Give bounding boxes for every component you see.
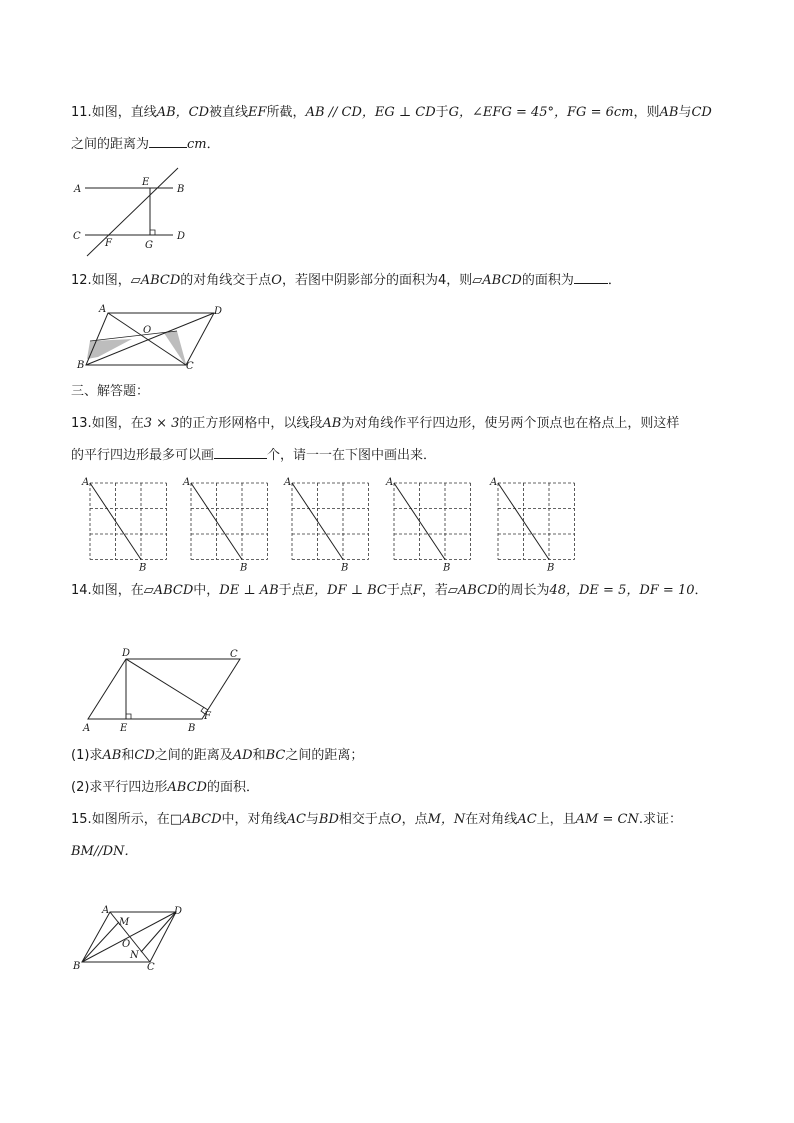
q15-text: 上，且 — [536, 812, 576, 827]
q12-label-O: O — [143, 325, 152, 336]
q12-line1 — [71, 271, 621, 290]
q14-text: 之间的距离及 — [154, 748, 233, 763]
q13-number: 13. — [71, 416, 92, 431]
q14-math: AB — [102, 748, 122, 763]
q11-label-B: B — [177, 184, 185, 195]
q13-text: 的正方形网格中，以线段 — [179, 416, 323, 431]
q11-text: 被直线 — [209, 105, 249, 120]
q15-line2: BM//DN． — [71, 844, 138, 859]
q14-math: ▱ABCD — [143, 583, 194, 598]
q12-math: ▱ABCD — [472, 273, 522, 288]
q11-label-D: D — [177, 231, 186, 242]
q15-text: ，点 — [401, 812, 428, 827]
q14-line1 — [71, 582, 708, 600]
q11-text: 之间的距离为 — [71, 137, 150, 152]
q15-label-O: O — [122, 939, 131, 950]
q13-answer-blank[interactable] — [214, 446, 267, 459]
q11-number: 11. — [71, 105, 92, 120]
q13-math: AB — [322, 416, 342, 431]
q11-line1 — [71, 104, 712, 122]
q14-label-A: A — [83, 723, 91, 734]
grid-label-A: A — [183, 477, 191, 488]
q11-line2 — [71, 135, 220, 154]
q15-text: 中，对角线 — [221, 812, 287, 827]
q15-text: 如图所示，在 — [91, 812, 170, 827]
q11-text: 于 — [435, 105, 449, 120]
q11-math: AB，CD — [156, 105, 210, 120]
q11-unit: cm — [187, 137, 207, 152]
q14-sub2 — [71, 779, 259, 797]
q14-label-E: E — [120, 723, 128, 734]
grid-label-A: A — [386, 477, 394, 488]
q14-figure — [80, 645, 250, 737]
q13-grid[interactable] — [181, 475, 278, 572]
q14-math: AD — [232, 748, 253, 763]
q11-figure — [70, 168, 200, 260]
q12-math: 4 — [437, 273, 447, 288]
q11-text: ． — [206, 137, 220, 152]
q15-math: AC — [286, 812, 306, 827]
q12-math: ▱ABCD — [130, 273, 181, 288]
q12-text: ，若图中阴影部分的面积为 — [281, 273, 438, 288]
q12-figure — [76, 305, 236, 371]
q14-text: 如图，在 — [91, 583, 144, 598]
q14-text: ． — [694, 583, 708, 598]
q12-answer-blank[interactable] — [574, 271, 608, 284]
q14-math: E，DF ⊥ BC — [304, 583, 387, 598]
q12-number: 12. — [71, 273, 92, 288]
q12-text: 的面积为 — [521, 273, 574, 288]
q14-math: ▱ABCD — [447, 583, 498, 598]
q15-math: AM = CN — [575, 812, 639, 827]
q14-math: 48，DE = 5，DF = 10 — [549, 583, 695, 598]
q13-text: 如图，在 — [91, 416, 144, 431]
q11-label-G: G — [145, 240, 153, 251]
q15-text: .求证： — [638, 812, 682, 827]
q12-math: O — [271, 273, 282, 288]
q11-text: 所截， — [266, 105, 306, 120]
q13-grid[interactable] — [384, 475, 481, 572]
q11-math: CD — [691, 105, 712, 120]
q12-label-D: D — [214, 306, 223, 317]
q15-label-B: B — [73, 961, 81, 972]
q12-text: 的对角线交于点 — [180, 273, 272, 288]
q15-text: 相交于点 — [338, 812, 391, 827]
q11-text: ，则 — [633, 105, 660, 120]
q11-label-F: F — [105, 238, 112, 249]
q13-grid[interactable] — [80, 475, 177, 572]
q11-text: 与 — [678, 105, 692, 120]
q12-label-C: C — [186, 361, 194, 372]
q15-line1 — [71, 811, 682, 829]
q14-math: ABCD — [167, 780, 207, 795]
q14-sub1 — [71, 747, 363, 765]
q14-math: CD — [134, 748, 155, 763]
q12-label-B: B — [77, 360, 85, 371]
q14-text: 和 — [121, 748, 135, 763]
q11-math: G，∠EFG = 45°，FG = 6cm — [448, 105, 634, 120]
q15-text: 与 — [305, 812, 319, 827]
q13-line1 — [71, 415, 679, 433]
q14-text: 的周长为 — [497, 583, 550, 598]
q15-label-M: M — [119, 917, 130, 928]
q15-text: 在对角线 — [465, 812, 518, 827]
q14-text: (2)求平行四边形 — [71, 780, 168, 795]
q14-label-D: D — [122, 648, 131, 659]
q11-answer-blank[interactable] — [149, 135, 187, 148]
q13-text: 个，请一一在下图中画出来． — [267, 448, 437, 463]
q14-text: 和 — [252, 748, 266, 763]
q14-text: ，若 — [421, 583, 448, 598]
grid-label-B: B — [443, 562, 451, 574]
q15-label-A: A — [102, 905, 110, 916]
q14-text: 的面积． — [206, 780, 259, 795]
grid-label-A: A — [490, 477, 498, 488]
q11-label-E: E — [142, 177, 150, 188]
q11-label-C: C — [73, 231, 81, 242]
q14-math: DE ⊥ AB — [219, 583, 279, 598]
q15-figure — [70, 900, 190, 976]
q11-math: EF — [248, 105, 267, 120]
q15-number: 15. — [71, 812, 92, 827]
q14-text: 中， — [193, 583, 220, 598]
q15-math: □ABCD — [169, 812, 222, 827]
grid-label-A: A — [284, 477, 292, 488]
grid-label-B: B — [240, 562, 248, 574]
q15-math: AC — [517, 812, 537, 827]
q12-text: 如图， — [91, 273, 131, 288]
grid-label-B: B — [547, 562, 555, 574]
q14-label-B: B — [188, 723, 196, 734]
q14-text: 之间的距离； — [285, 748, 364, 763]
grid-label-B: B — [341, 562, 349, 574]
q14-text: 于点 — [386, 583, 413, 598]
q14-label-F: F — [204, 711, 211, 722]
q12-text: ． — [607, 273, 621, 288]
q15-label-C: C — [147, 962, 155, 973]
q13-grid[interactable] — [282, 475, 379, 572]
q15-math: BD — [318, 812, 339, 827]
grid-label-A: A — [82, 477, 90, 488]
q13-text: 的平行四边形最多可以画 — [71, 448, 215, 463]
q14-text: (1)求 — [71, 748, 103, 763]
grid-label-B: B — [139, 562, 147, 574]
q11-label-A: A — [74, 184, 82, 195]
q15-label-N: N — [130, 950, 139, 961]
q13-line2 — [71, 446, 436, 465]
q12-label-A: A — [99, 304, 107, 315]
q15-math: O — [390, 812, 402, 827]
q11-math: AB // CD，EG ⊥ CD — [305, 105, 436, 120]
q14-math: BC — [265, 748, 286, 763]
q14-math: F — [412, 583, 422, 598]
q14-label-C: C — [230, 649, 238, 660]
q13-grid[interactable] — [488, 475, 585, 572]
section-3-heading: 三、解答题： — [71, 384, 150, 399]
q14-number: 14. — [71, 583, 92, 598]
q14-text: 于点 — [278, 583, 305, 598]
q15-label-D: D — [174, 906, 183, 917]
q13-math: 3 × 3 — [143, 416, 180, 431]
q11-math: AB — [659, 105, 679, 120]
q12-text: ，则 — [446, 273, 473, 288]
q13-text: 为对角线作平行四边形，使另两个顶点也在格点上，则这样 — [341, 416, 680, 431]
q11-text: 如图，直线 — [91, 105, 157, 120]
q15-math: M，N — [427, 812, 466, 827]
